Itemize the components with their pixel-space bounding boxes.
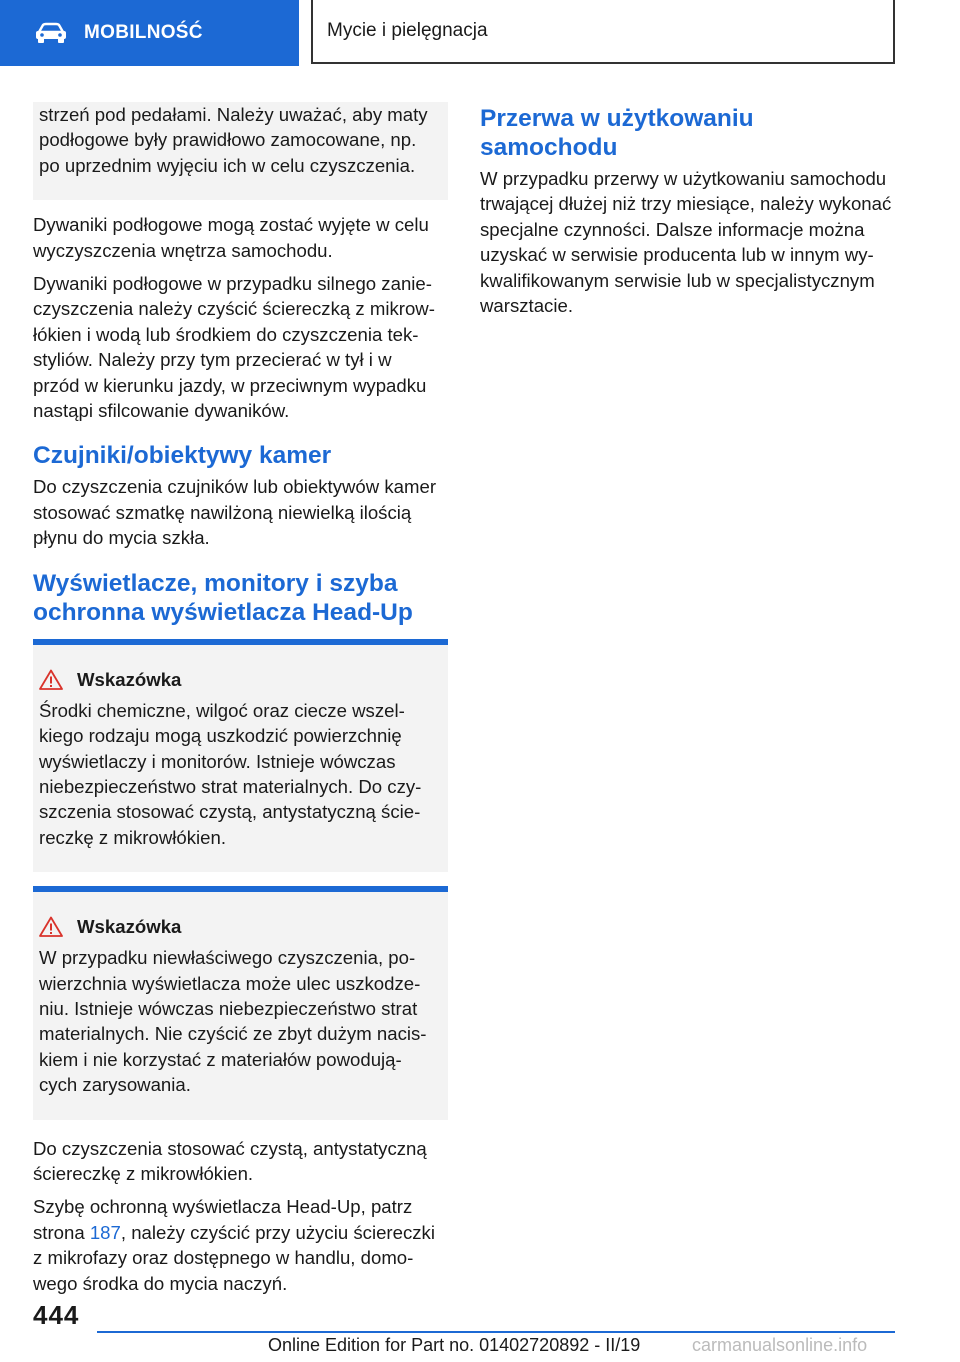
- right-column: [480, 102, 900, 326]
- paragraph-mats-remove: Dywaniki podłogowe mogą zostać wyjęte w celu wyczyszczenia wnętrza samochodu.: [33, 214, 429, 261]
- warning-line: kiego rodzaju mogą uszkodzić powierzchnię: [39, 725, 402, 747]
- note-line: strzeń pod pedałami. Należy uważać, aby maty: [39, 104, 428, 125]
- warning-line: wyświetlaczy i monitorów. Istnieje wówczas: [39, 750, 396, 772]
- watermark-text: carmanualsonline.info: [692, 1335, 868, 1355]
- warning-line: niebezpieczeństwo strat materialnych. Do czy-: [39, 775, 422, 797]
- paragraph-mats-clean: Dywaniki podłogowe w przypadku silnego zanie- czyszczenia należy czyścić ściereczką z mikrow- łókien i wodą lub środkiem do czyszczenia tek- styliów. Należy przy tym przecierać w tył i w przód w kierunku jazdy, w przeciwnym wypadku nastąpi sfilcowanie dywaników.: [33, 273, 435, 422]
- warning-line: szczenia stosować czystą, antystatyczną ście-: [39, 801, 421, 823]
- page-header: [0, 0, 960, 66]
- paragraph-sensors: Do czyszczenia czujników lub obiektywów kamer stosować szmatkę nawilżoną niewielką ilością płynu do mycia szkła.: [33, 476, 437, 549]
- warning-body: [33, 645, 448, 872]
- warning-line: wierzchnia wyświetlacza może ulec uszkodze-: [39, 972, 421, 994]
- warning-body: [33, 892, 448, 1119]
- heading-displays: Wyświetlacze, monitory i szyba ochronna wyświetlacza Head-Up: [33, 569, 413, 626]
- section-label: MOBILNOŚĆ: [84, 22, 203, 43]
- heading-storage: Przerwa w użytkowaniu samochodu: [480, 105, 754, 161]
- left-column: [33, 102, 448, 1304]
- section-tab: [0, 0, 299, 66]
- warning-box: [33, 639, 448, 872]
- car-icon: [34, 22, 68, 44]
- paragraph-storage: W przypadku przerwy w użytkowaniu samochodu trwającej dłużej niż trzy miesiące, należy wykonać specjalne czynności. Dalsze informacje można uzyskać w serwisie producenta lub w innym wy- kwalifikowanym serwisie lub w specjalistycznym warsztacie.: [480, 168, 892, 317]
- edition-text: Online Edition for Part no. 01402720892 - II/19: [268, 1335, 641, 1355]
- warning-line: materialnych. Nie czyścić ze zbyt dużym nacis-: [39, 1023, 427, 1045]
- warning-title: Wskazówka: [77, 668, 182, 690]
- warning-line: kiem i nie korzystać z materiałów powodują-: [39, 1048, 402, 1070]
- warning-line: W przypadku niewłaściwego czyszczenia, po-: [39, 947, 416, 969]
- note-line: podłogowe były prawidłowo zamocowane, np.: [39, 129, 417, 151]
- warning-triangle-icon: [39, 669, 63, 690]
- warning-line: cych zarysowania.: [39, 1074, 191, 1096]
- warning-triangle-icon: [39, 916, 63, 937]
- warning-header: [39, 914, 436, 939]
- note-line: po uprzednim wyjęciu ich w celu czyszczenia.: [39, 154, 416, 176]
- page-number: 444: [33, 1300, 80, 1330]
- paragraph-headup: Szybę ochronną wyświetlacza Head-Up, patrz strona 187, należy czyścić przy użyciu ściereczki z mikrofazy oraz dostępnego w handlu, domo- wego środka do mycia naczyń.: [33, 1196, 435, 1294]
- continued-note-box: [33, 102, 448, 200]
- warning-box: [33, 886, 448, 1119]
- warning-line: Środki chemiczne, wilgoć oraz ciecze wszel-: [39, 699, 405, 721]
- warning-header: [39, 667, 436, 692]
- warning-line: reczkę z mikrowłókien.: [39, 826, 227, 848]
- page-reference-link[interactable]: 187: [89, 1221, 121, 1243]
- paragraph-display-clean: Do czyszczenia stosować czystą, antystatyczną ściereczkę z mikrowłókien.: [33, 1137, 427, 1184]
- footer-divider: [97, 1331, 895, 1333]
- warning-line: niu. Istnieje wówczas niebezpieczeństwo strat: [39, 997, 418, 1019]
- heading-sensors: Czujniki/obiektywy kamer: [33, 442, 332, 470]
- chapter-title: Mycie i pielęgnacja: [311, 0, 895, 64]
- warning-title: Wskazówka: [77, 916, 182, 938]
